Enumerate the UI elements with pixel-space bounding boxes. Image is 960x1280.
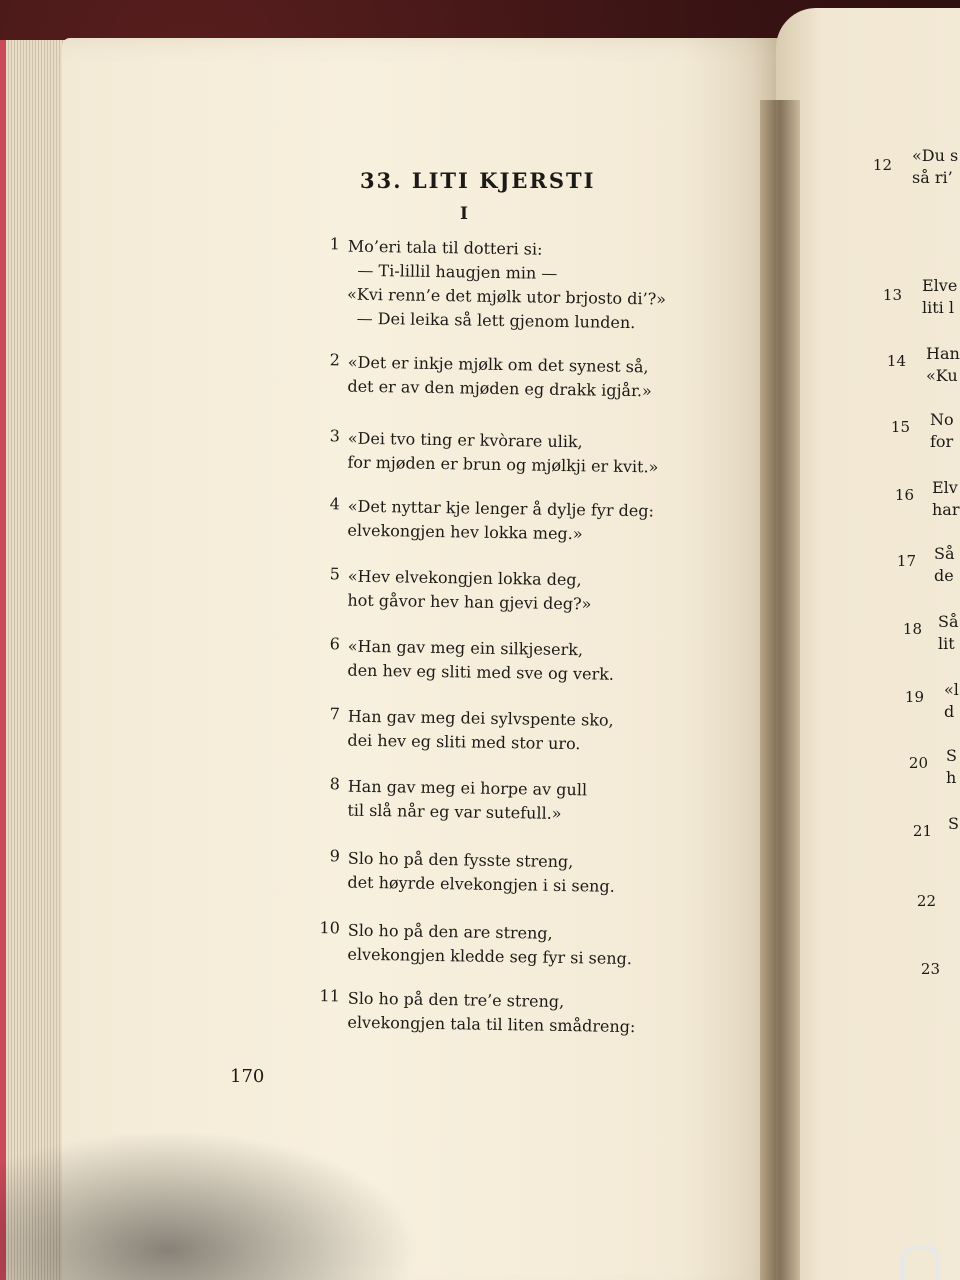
verse-line: Så	[938, 612, 959, 631]
stanza-number: 23	[920, 960, 940, 978]
verse-line: Så	[934, 544, 955, 563]
cable	[900, 1245, 940, 1280]
stanza-number: 9	[329, 846, 340, 866]
stanza-number: 19	[904, 688, 924, 706]
right-page	[776, 8, 960, 1280]
book-gutter	[760, 100, 800, 1280]
verse-line: elvekongjen hev lokka meg.»	[347, 520, 583, 544]
verse-line: h	[946, 768, 957, 787]
verse-line: hot gåvor hev han gjevi deg?»	[347, 590, 592, 614]
stanza-number: 1	[329, 234, 340, 254]
refrain-line: — Dei leika så lett gjenom lunden.	[356, 308, 636, 333]
verse-line: den hev eg sliti med sve og verk.	[347, 660, 615, 684]
verse-line: Elve	[922, 276, 958, 295]
verse-line: Slo ho på den fysste streng,	[347, 848, 574, 872]
stanza	[309, 494, 730, 549]
stanza-number: 3	[329, 426, 340, 446]
stanza-number: 15	[890, 418, 910, 436]
verse-line: det høyrde elvekongjen i si seng.	[347, 872, 615, 896]
stanza-number: 5	[329, 564, 340, 584]
verse-line: for mjøden er brun og mjølkji er kvit.»	[347, 452, 659, 477]
stanza-number: 18	[902, 620, 922, 638]
stanza-number: 13	[882, 286, 902, 304]
verse-line: liti l	[922, 298, 954, 317]
verse-line: har	[932, 500, 960, 519]
verse-line: dei hev eg sliti med stor uro.	[347, 730, 581, 754]
stanza-number: 20	[908, 754, 928, 772]
poem-title: 33. LITI KJERSTI	[360, 168, 596, 193]
hand-shadow	[0, 1130, 420, 1280]
verse-line: elvekongjen kledde seg fyr si seng.	[347, 944, 633, 969]
stanza	[309, 426, 730, 481]
stanza-number: 4	[329, 494, 340, 514]
verse-line: Han gav meg ei horpe av gull	[347, 776, 588, 800]
stanza-number: 7	[329, 704, 340, 724]
verse-line: for	[930, 432, 954, 451]
page-number: 170	[230, 1066, 265, 1087]
stanza-number: 12	[872, 156, 892, 174]
verse-line: S	[946, 746, 957, 765]
stanza-number: 11	[319, 986, 340, 1006]
stanza-number: 6	[329, 634, 340, 654]
verse-line: Han	[926, 344, 960, 363]
verse-line: «Han gav meg ein silkjeserk,	[347, 636, 584, 660]
verse-line: Slo ho på den tre’e streng,	[347, 988, 565, 1011]
stanza	[309, 774, 730, 829]
verse-line: d	[944, 702, 955, 721]
verse-line: «Dei tvo ting er kvòrare ulik,	[347, 428, 583, 452]
stanza-number: 8	[329, 774, 340, 794]
verse-line: de	[934, 566, 954, 585]
stanza	[309, 704, 730, 759]
stanza	[309, 564, 730, 619]
verse-line: No	[930, 410, 954, 429]
verse-line: «Det nyttar kje lenger å dylje fyr deg:	[347, 496, 655, 521]
verse-line: «Du s	[912, 146, 959, 165]
refrain-line: — Ti-lillil haugjen min —	[357, 260, 558, 283]
stanza-number: 2	[329, 350, 340, 370]
stanza-number: 16	[894, 486, 914, 504]
verse-line: Slo ho på den are streng,	[347, 920, 553, 943]
verse-line: det er av den mjøden eg drakk igjår.»	[347, 376, 652, 401]
verse-line: lit	[938, 634, 955, 653]
stanza	[309, 634, 730, 689]
section-numeral: I	[460, 204, 468, 224]
stanza	[309, 918, 730, 973]
verse-line: Mo’eri tala til dotteri si:	[347, 236, 543, 259]
verse-line: «Ku	[926, 366, 958, 385]
stanza	[309, 846, 730, 901]
stanza	[308, 234, 729, 337]
verse-line: til slå når eg var sutefull.»	[347, 800, 562, 823]
verse-line: «Hev elvekongjen lokka deg,	[347, 566, 582, 590]
verse-line: «l	[944, 680, 959, 699]
verse-line: Han gav meg dei sylvspente sko,	[347, 706, 614, 730]
stanza-number: 10	[319, 918, 340, 938]
verse-line: Elv	[932, 478, 958, 497]
verse-line: «Kvi renn’e det mjølk utor brjosto di’?»	[346, 284, 667, 309]
stanza-number: 22	[916, 892, 936, 910]
stanza-number: 21	[912, 822, 932, 840]
stanza	[309, 986, 730, 1041]
stanza	[309, 350, 730, 405]
verse-line: så ri’	[912, 168, 953, 187]
verse-line: «Det er inkje mjølk om det synest så,	[347, 352, 649, 377]
verse-line: S	[948, 814, 959, 833]
stanza-number: 14	[886, 352, 906, 370]
verse-line: elvekongjen tala til liten smådreng:	[347, 1012, 636, 1037]
stanza-number: 17	[896, 552, 916, 570]
